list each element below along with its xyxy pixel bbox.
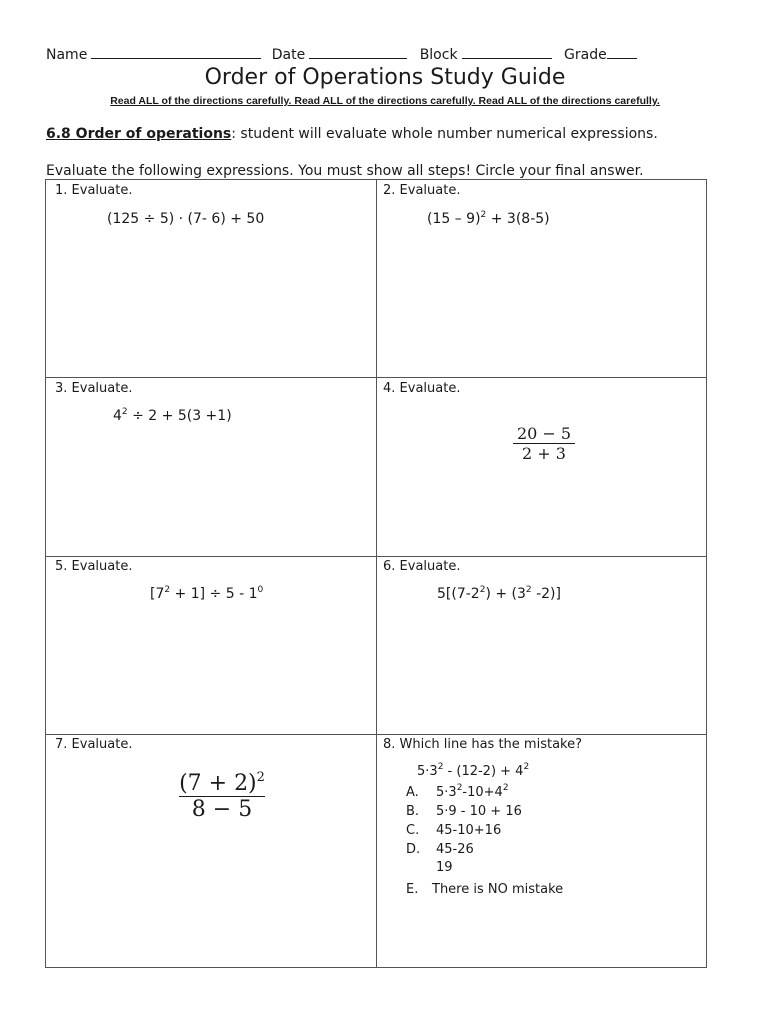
q8-option-b[interactable] [406, 804, 522, 819]
q8-option-c[interactable] [406, 823, 501, 838]
q8-option-e[interactable] [406, 882, 563, 897]
question-3-label: 3. Evaluate. [55, 381, 133, 396]
q8-option-d[interactable] [406, 842, 474, 857]
q5-expr-part-a: [7 [150, 586, 165, 602]
grade-field[interactable] [564, 46, 637, 63]
question-5-cell[interactable] [46, 557, 376, 734]
date-blank[interactable] [309, 46, 407, 59]
q8-option-a-part-b: -10+4 [462, 785, 503, 800]
grade-label: Grade [564, 47, 607, 63]
page-title: Order of Operations Study Guide [204, 65, 566, 90]
standard-statement [46, 126, 658, 142]
name-label: Name [46, 47, 88, 63]
question-3-expression [113, 408, 232, 424]
question-grid [45, 179, 707, 968]
q6-expr-part-c: -2)] [531, 586, 561, 602]
q7-denominator: 8 − 5 [191, 797, 253, 822]
block-label: Block [419, 47, 458, 63]
question-2-expression [427, 211, 550, 227]
question-4-cell[interactable] [377, 378, 707, 556]
q8-problem-part-a: 5·3 [417, 764, 438, 779]
q7-numerator-text: (7 + 2) [179, 771, 257, 796]
question-1-label: 1. Evaluate. [55, 183, 133, 198]
q8-option-b-text: 5·9 - 10 + 16 [436, 804, 522, 819]
question-6-expression [437, 586, 561, 602]
q5-expr-part-b: + 1] ÷ 5 - 1 [170, 586, 258, 602]
q2-expr-part-a: (15 – 9) [427, 211, 481, 227]
q3-expr-part-a: 4 [113, 408, 122, 424]
question-8-label: 8. Which line has the mistake? [383, 737, 583, 752]
q8-option-d-continued [406, 860, 453, 875]
question-7-cell[interactable] [46, 735, 376, 967]
name-blank[interactable] [91, 46, 261, 59]
q6-expr-part-b: ) + (3 [485, 586, 526, 602]
q2-expr-part-b: + 3(8-5) [486, 211, 550, 227]
name-field[interactable] [46, 46, 261, 63]
question-5-label: 5. Evaluate. [55, 559, 133, 574]
q8-option-a-exponent: 2 [456, 783, 463, 793]
q8-option-d-text: 45-26 [436, 842, 474, 857]
q8-option-c-text: 45-10+16 [436, 823, 502, 838]
question-7-fraction [179, 771, 265, 822]
q8-option-c-letter: C. [406, 823, 420, 838]
date-label: Date [271, 47, 306, 63]
q4-denominator: 2 + 3 [522, 444, 566, 463]
q8-option-e-text: There is NO mistake [432, 882, 564, 897]
q8-option-d-letter: D. [406, 842, 421, 857]
q8-option-d-line-2: 19 [436, 860, 453, 875]
q7-exponent: 2 [256, 770, 265, 785]
question-2-cell[interactable] [377, 180, 707, 377]
q8-problem-exponent: 2 [437, 762, 444, 772]
q6-exponent: 2 [479, 585, 486, 595]
question-2-label: 2. Evaluate. [383, 183, 461, 198]
standard-code: 6.8 Order of operations [46, 126, 232, 142]
question-8-cell[interactable] [377, 735, 707, 967]
q2-exponent: 2 [480, 210, 487, 220]
q8-option-a-exponent-2: 2 [502, 783, 509, 793]
question-1-expression: (125 ÷ 5) · (7- 6) + 50 [107, 211, 265, 227]
question-6-label: 6. Evaluate. [383, 559, 461, 574]
question-4-fraction [513, 424, 575, 463]
question-4-label: 4. Evaluate. [383, 381, 461, 396]
standard-text: : student will evaluate whole number numerical expressions. [231, 126, 658, 142]
q8-option-e-letter: E. [406, 882, 419, 897]
date-field[interactable] [272, 46, 407, 63]
q5-exponent-2: 0 [257, 585, 264, 595]
question-7-label: 7. Evaluate. [55, 737, 133, 752]
block-blank[interactable] [462, 46, 552, 59]
q3-exponent: 2 [121, 407, 128, 417]
question-8-problem [417, 764, 529, 779]
directions-text: Read ALL of the directions carefully. Read ALL of the directions carefully. Read ALL of the directions carefully. [110, 95, 660, 107]
q3-expr-part-b: ÷ 2 + 5(3 +1) [127, 408, 232, 424]
question-5-expression [150, 586, 263, 602]
q8-option-a-part-a: 5·3 [436, 785, 457, 800]
q6-expr-part-a: 5[(7-2 [437, 586, 480, 602]
block-field[interactable] [420, 46, 552, 63]
instructions-text: Evaluate the following expressions. You must show all steps! Circle your final answer. [46, 163, 644, 179]
q6-exponent-2: 2 [525, 585, 532, 595]
q8-problem-exponent-2: 2 [523, 762, 530, 772]
grade-blank[interactable] [607, 46, 637, 59]
q5-exponent: 2 [164, 585, 171, 595]
question-6-cell[interactable] [377, 557, 707, 734]
q7-numerator [179, 771, 265, 796]
student-info-line [46, 46, 637, 63]
q8-option-b-letter: B. [406, 804, 420, 819]
question-3-cell[interactable] [46, 378, 376, 556]
q8-option-a-letter: A. [406, 785, 419, 800]
q4-numerator: 20 − 5 [516, 424, 572, 443]
q8-option-a[interactable] [406, 785, 509, 800]
question-1-cell[interactable] [46, 180, 376, 377]
q8-problem-part-b: - (12-2) + 4 [443, 764, 524, 779]
